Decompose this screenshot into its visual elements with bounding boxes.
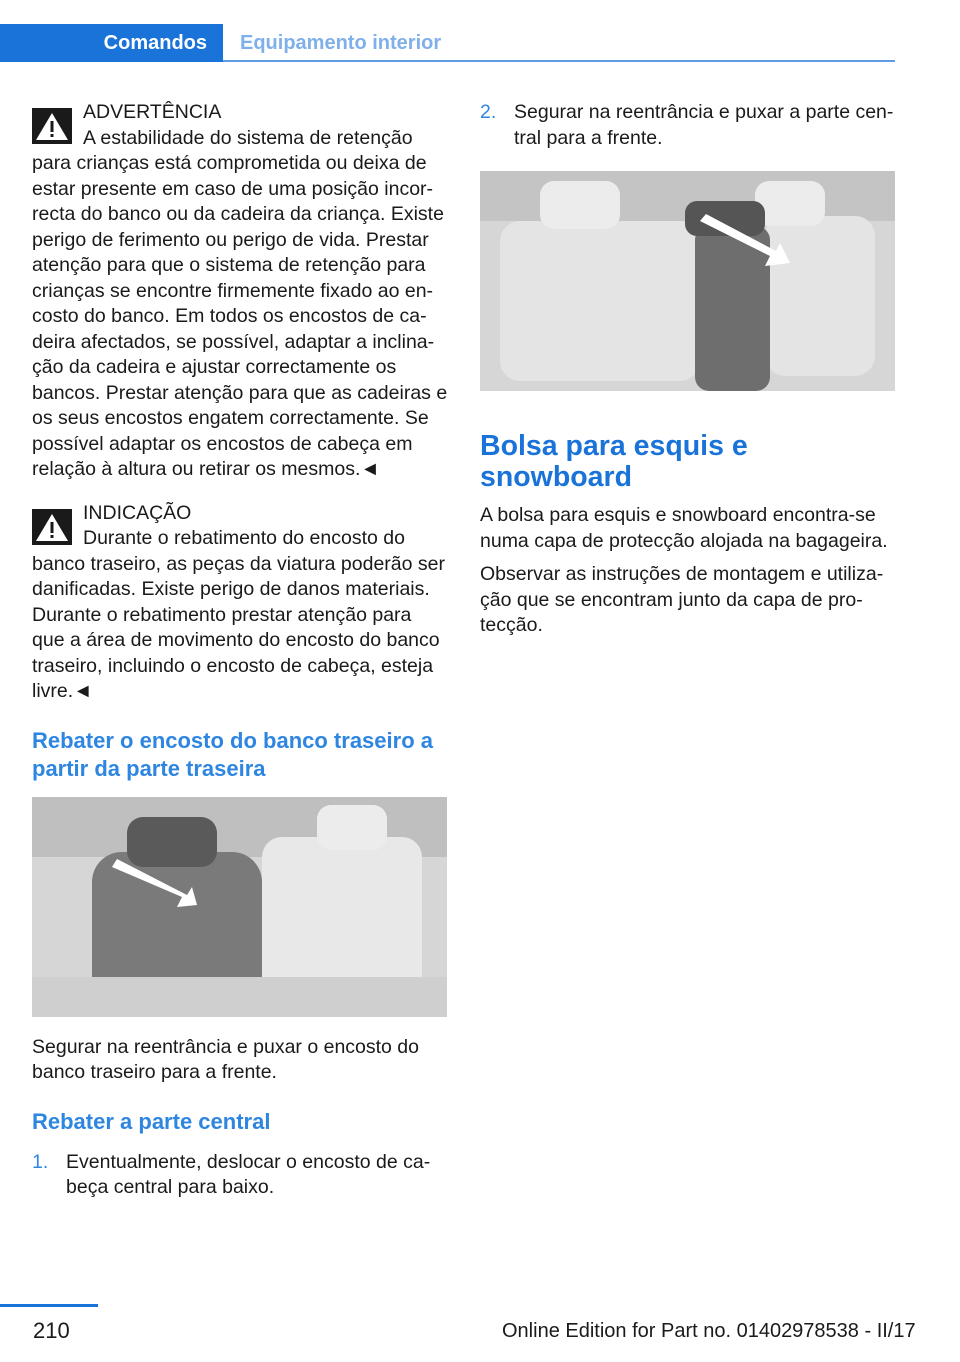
right-column	[480, 100, 896, 647]
step-text: Eventualmente, deslocar o encosto de cabeça central para baixo.	[66, 1150, 431, 1198]
chapter-tabs	[0, 24, 895, 62]
section-heading: Rebater o encosto do banco traseiro a partir da parte traseira	[32, 727, 433, 781]
section-title: Bolsa para esquis e snowboard	[480, 430, 748, 493]
warning-indicacao	[32, 501, 448, 705]
section-heading: Rebater a parte central	[32, 1108, 271, 1134]
warning-advertencia	[32, 100, 448, 483]
edition-note: Online Edition for Part no. 01402978538 - II/17	[502, 1320, 916, 1342]
photo-caption: Segurar na reentrância e puxar o encosto do banco traseiro para a frente.	[32, 1035, 420, 1083]
tab-comandos[interactable]: Comandos	[0, 24, 223, 62]
paragraph: A bolsa para esquis e snowboard encontra-se numa capa de protecção alojada na bagageira.	[480, 504, 888, 552]
rear-seat-photo	[32, 797, 447, 1017]
center-seat-photo	[480, 171, 895, 391]
warning-icon	[32, 509, 72, 545]
left-column	[32, 100, 448, 1209]
step-item	[480, 100, 896, 151]
tab-divider	[223, 60, 895, 62]
step-text: Segurar na reentrância e puxar a parte central para a frente.	[514, 101, 894, 149]
warning-body: A estabilidade do sistema de retenção para crianças está comprometida ou deixa de estar presente em caso de uma posição incorrecta do banco ou da cadeira da criança. Existe perigo de ferimento ou perigo de vida. Prestar atenção para que o sistema de retenção para crianças se encontre firmemente fixado ao encosto do banco. Em todos os encostos de cadeira afectados, se possível, adaptar a inclinação da cadeira e ajustar correctamente os bancos. Prestar atenção para que as cadeiras e os seus encostos engatem correctamente. Se possível adaptar os encostos de cabeça em relação à altura ou retirar os mesmos.◄	[32, 126, 448, 480]
page-number: 210	[33, 1318, 70, 1343]
step-item	[32, 1150, 448, 1201]
warning-body: Durante o rebatimento do encosto do banco traseiro, as peças da viatura poderão ser danificadas. Existe perigo de danos materiais. Durante o rebatimento prestar atenção para que a área de movimento do encosto do banco traseiro, incluindo o encosto de cabeça, esteja livre.◄	[32, 527, 445, 702]
warning-icon	[32, 108, 72, 144]
warning-title: INDICAÇÃO	[83, 501, 192, 524]
warning-title: ADVERTÊNCIA	[83, 101, 222, 123]
tab-equipamento-interior[interactable]: Equipamento interior	[240, 31, 442, 54]
rear-seat-illustration	[32, 797, 447, 1017]
center-seat-illustration	[480, 171, 895, 391]
step-number: 2.	[480, 101, 497, 123]
footer-rule	[0, 1304, 98, 1307]
paragraph: Observar as instruções de montagem e utilização que se encontram junto da capa de protecção.	[480, 563, 884, 636]
step-number: 1.	[32, 1150, 49, 1173]
